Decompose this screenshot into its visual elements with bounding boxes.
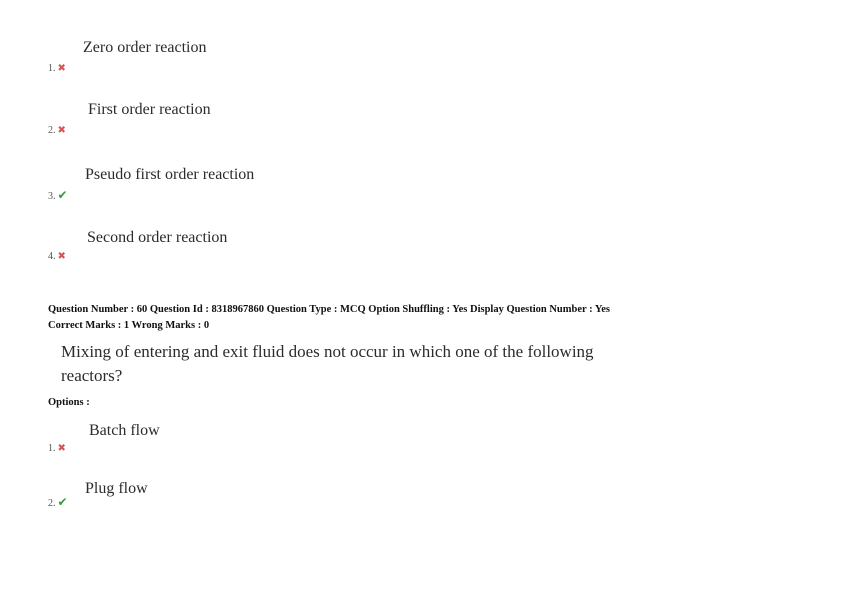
cross-icon: ✖: [57, 63, 66, 74]
option-text: Pseudo first order reaction: [85, 166, 255, 183]
option-number: 3.: [48, 191, 56, 202]
option-number: 1.: [48, 63, 56, 74]
option-text: Second order reaction: [87, 229, 228, 246]
options-label: Options :: [48, 397, 90, 408]
option-number: 4.: [48, 251, 56, 262]
option-text: Batch flow: [89, 422, 160, 439]
cross-icon: ✖: [57, 443, 66, 454]
option-number: 2.: [48, 125, 56, 136]
question-marks-line: Correct Marks : 1 Wrong Marks : 0: [48, 320, 210, 331]
option-marker: [48, 63, 66, 75]
option-marker: [48, 189, 68, 203]
option-number: 1.: [48, 443, 56, 454]
cross-icon: ✖: [57, 251, 66, 262]
option-marker: [48, 251, 66, 263]
question-meta-line: Question Number : 60 Question Id : 8318967860 Question Type : MCQ Option Shuffling : Yes Display Question Number : Yes: [48, 304, 611, 315]
check-icon: ✔: [57, 188, 68, 202]
option-marker: [48, 496, 68, 510]
check-icon: ✔: [57, 495, 68, 509]
question-text: Mixing of entering and exit fluid does not occur in which one of the following reactors?: [61, 342, 594, 385]
option-text: Plug flow: [85, 480, 148, 497]
option-marker: [48, 125, 66, 137]
option-text: Zero order reaction: [83, 39, 207, 56]
cross-icon: ✖: [57, 125, 66, 136]
option-number: 2.: [48, 498, 56, 509]
option-text: First order reaction: [88, 101, 211, 118]
option-marker: [48, 443, 66, 455]
